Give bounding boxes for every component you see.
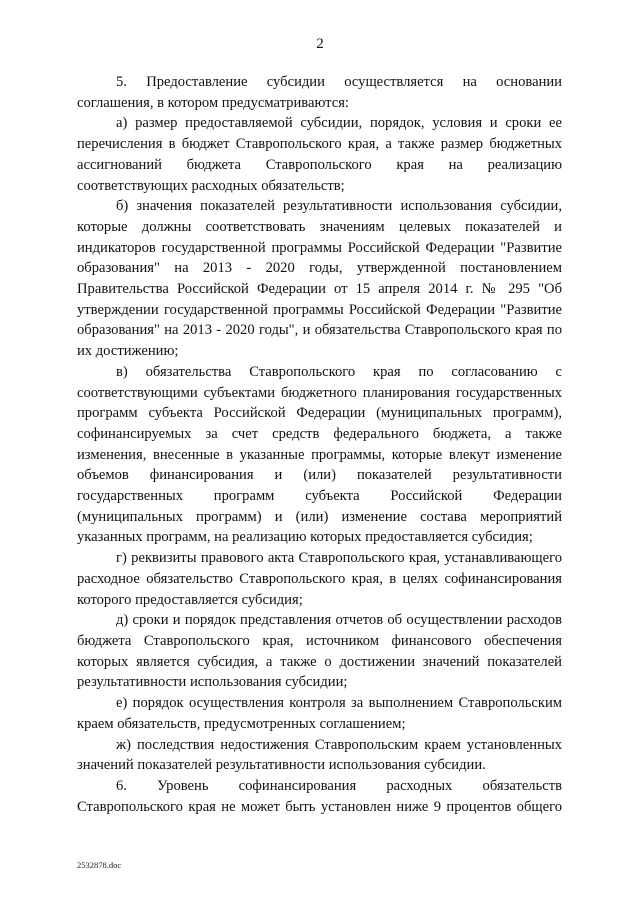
paragraph-5zh: ж) последствия недостижения Ставропольским краем установленных значений показателей результативности использования субсидии. — [77, 736, 562, 774]
file-name-footer: 2532878.doc — [77, 860, 122, 870]
page-number: 2 — [316, 36, 324, 52]
paragraph-5b: б) значения показателей результативности использования субсидии, которые должны соответствовать значениям целевых показателей и индикаторов государственной программы Российской Федерации "Развитие образования" на 2013 - 2020 годы, утвержденной постановлением Правительства Российской Федерации от 15 апреля 2014 г. № 295 "Об утверждении государственной программы Российской Федерации "Развитие образования" на 2013 - 2020 годы", и обязательства Ставропольского края по их достижению; — [77, 198, 562, 360]
document-body — [77, 72, 562, 817]
paragraph-5: 5. Предоставление субсидии осуществляется на основании соглашения, в котором предусматриваются: — [77, 74, 562, 111]
paragraph-5g: г) реквизиты правового акта Ставропольского края, устанавливающего расходное обязательство Ставропольского края, в целях софинансирования которого предоставляется субсидия; — [77, 550, 562, 608]
paragraph-5v: в) обязательства Ставропольского края по согласованию с соответствующими субъектами бюджетного планирования государственных программ субъекта Российской Федерации (муниципальных программ), софинансируемых за счет средств федерального бюджета, а также изменения, внесенные в указанные программы, которые влекут изменение объемов финансирования и (или) показателей результативности государственных программ субъекта Российской Федерации (муниципальных программ) и (или) изменение состава мероприятий указанных программ, на реализацию которых предоставляется субсидия; — [77, 363, 562, 546]
paragraph-5a: а) размер предоставляемой субсидии, порядок, условия и сроки ее перечисления в бюджет Ставропольского края, а также размер бюджетных ассигнований бюджета Ставропольского края на реализацию соответствующих расходных обязательств; — [77, 115, 562, 194]
paragraph-5d: д) сроки и порядок представления отчетов об осуществлении расходов бюджета Ставропольского края, источником финансового обеспечения которых является субсидия, а также о достижении значений показателей результативности использования субсидии; — [77, 612, 562, 691]
paragraph-6: 6. Уровень софинансирования расходных обязательств Ставропольского края не может быть установлен ниже 9 процентов общего — [77, 777, 562, 815]
paragraph-5e: е) порядок осуществления контроля за выполнением Ставропольским краем обязательств, предусмотренных соглашением; — [77, 695, 562, 732]
